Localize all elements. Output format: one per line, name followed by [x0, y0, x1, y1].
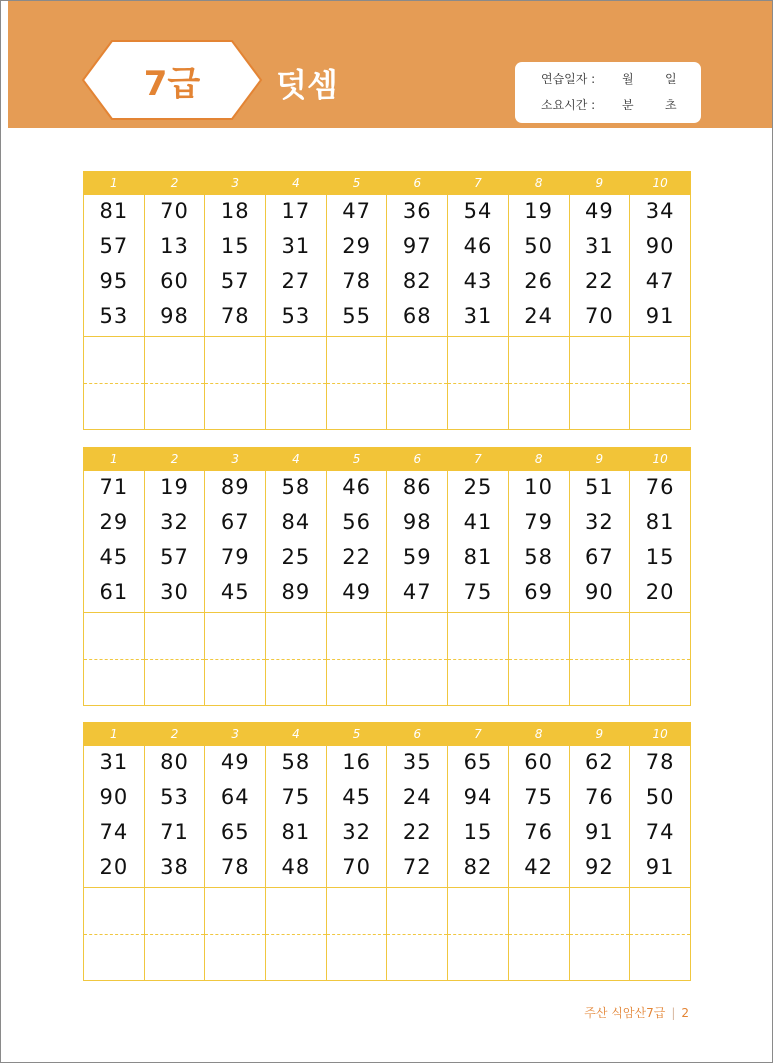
addend: 56 [342, 510, 371, 534]
addend: 59 [402, 545, 432, 569]
problem-number: 10 [630, 723, 691, 746]
addend: 22 [342, 545, 371, 569]
addend: 13 [160, 234, 189, 258]
dashed-divider [266, 934, 326, 935]
answer-cell[interactable] [144, 613, 205, 706]
addend: 75 [463, 580, 493, 604]
answer-cell[interactable] [205, 888, 266, 981]
dashed-divider [448, 934, 508, 935]
addend: 58 [281, 475, 311, 499]
addend: 70 [584, 304, 614, 328]
addend: 79 [220, 545, 250, 569]
answer-cell[interactable] [266, 613, 327, 706]
dashed-divider [630, 659, 690, 660]
problem-number: 6 [387, 448, 448, 471]
header-banner [8, 0, 773, 128]
elapsed-time-label: 소요시간 : [541, 98, 596, 112]
addend: 16 [342, 750, 371, 774]
addend: 91 [645, 855, 675, 879]
problem-column [144, 471, 205, 613]
problem-column [387, 746, 448, 888]
addend: 79 [524, 510, 554, 534]
addend: 67 [220, 510, 250, 534]
answer-cell[interactable] [84, 888, 145, 981]
problem-column [266, 746, 327, 888]
addend: 47 [342, 199, 371, 223]
addend: 89 [281, 580, 311, 604]
dashed-divider [205, 659, 265, 660]
addend: 24 [402, 785, 432, 809]
addend: 10 [524, 475, 554, 499]
addend: 26 [524, 269, 554, 293]
addend: 50 [645, 785, 675, 809]
problem-column [569, 195, 630, 337]
practice-info-box [515, 62, 701, 123]
addend: 45 [342, 785, 371, 809]
addend: 78 [342, 269, 371, 293]
dashed-divider [327, 383, 387, 384]
problem-number: 2 [144, 172, 205, 195]
problem-number: 2 [144, 723, 205, 746]
grid-header-row [84, 448, 691, 471]
problem-column [448, 195, 509, 337]
book-title: 주산 식암산7급 [584, 1006, 666, 1020]
problem-number: 5 [326, 723, 387, 746]
problem-column [266, 195, 327, 337]
problem-number: 7 [448, 448, 509, 471]
month-unit: 월 [622, 72, 634, 86]
addend: 58 [524, 545, 554, 569]
addend: 60 [524, 750, 554, 774]
dashed-divider [570, 659, 630, 660]
addend: 76 [584, 785, 614, 809]
problem-number: 4 [266, 723, 327, 746]
addend: 58 [281, 750, 311, 774]
addend: 48 [281, 855, 311, 879]
dashed-divider [570, 383, 630, 384]
addend: 18 [220, 199, 250, 223]
answer-cell[interactable] [448, 337, 509, 430]
addend: 57 [99, 234, 129, 258]
addend: 45 [220, 580, 250, 604]
dashed-divider [448, 659, 508, 660]
addend: 69 [524, 580, 554, 604]
addend: 81 [463, 545, 493, 569]
problem-number: 1 [84, 448, 145, 471]
problem-column [326, 195, 387, 337]
dashed-divider [84, 934, 144, 935]
dashed-divider [387, 934, 447, 935]
addend: 31 [584, 234, 614, 258]
addend: 34 [645, 199, 675, 223]
problem-number: 3 [205, 723, 266, 746]
answer-cell[interactable] [387, 613, 448, 706]
answer-cell[interactable] [84, 613, 145, 706]
addend: 81 [281, 820, 311, 844]
addend: 29 [342, 234, 371, 258]
problem-column [387, 195, 448, 337]
addend: 98 [160, 304, 189, 328]
practice-date-label: 연습일자 : [541, 72, 596, 86]
addend: 32 [160, 510, 189, 534]
addend: 29 [99, 510, 129, 534]
addend: 62 [584, 750, 614, 774]
addend: 19 [524, 199, 554, 223]
addend: 32 [584, 510, 614, 534]
problem-column [144, 746, 205, 888]
dashed-divider [327, 934, 387, 935]
answer-cell[interactable] [144, 337, 205, 430]
problem-number: 5 [326, 448, 387, 471]
problem-number: 3 [205, 172, 266, 195]
problem-column [144, 195, 205, 337]
problem-column [569, 471, 630, 613]
addend: 20 [99, 855, 129, 879]
addend: 90 [99, 785, 129, 809]
problem-number: 4 [266, 172, 327, 195]
answer-cell[interactable] [266, 888, 327, 981]
addend: 80 [160, 750, 189, 774]
addend: 91 [584, 820, 614, 844]
addend: 78 [220, 304, 250, 328]
problem-column [84, 471, 145, 613]
addend: 51 [584, 475, 614, 499]
problem-column [205, 195, 266, 337]
addend: 15 [463, 820, 493, 844]
addend: 86 [402, 475, 432, 499]
problem-number: 1 [84, 172, 145, 195]
addend: 70 [160, 199, 189, 223]
day-unit: 일 [665, 72, 677, 86]
answer-cell[interactable] [630, 613, 691, 706]
addend: 50 [524, 234, 554, 258]
answer-row [84, 337, 691, 430]
problem-number: 8 [508, 172, 569, 195]
addend: 65 [463, 750, 493, 774]
addend: 84 [281, 510, 311, 534]
practice-date-row [515, 70, 701, 90]
answer-cell[interactable] [266, 337, 327, 430]
addend: 27 [281, 269, 311, 293]
addend: 46 [342, 475, 371, 499]
dashed-divider [509, 383, 569, 384]
addend: 60 [160, 269, 189, 293]
problem-number: 8 [508, 723, 569, 746]
addend: 72 [402, 855, 432, 879]
addend: 54 [463, 199, 493, 223]
problem-column [630, 471, 691, 613]
answer-cell[interactable] [326, 613, 387, 706]
addend: 53 [281, 304, 311, 328]
answer-cell[interactable] [569, 337, 630, 430]
addend: 74 [99, 820, 129, 844]
addend: 65 [220, 820, 250, 844]
addend: 31 [463, 304, 493, 328]
addend-row [84, 195, 691, 337]
addend: 15 [220, 234, 250, 258]
addend: 64 [220, 785, 250, 809]
addend: 89 [220, 475, 250, 499]
answer-cell[interactable] [508, 337, 569, 430]
grid-header-row [84, 723, 691, 746]
problem-number: 9 [569, 172, 630, 195]
addend: 31 [281, 234, 311, 258]
addend: 46 [463, 234, 493, 258]
answer-cell[interactable] [205, 613, 266, 706]
dashed-divider [266, 659, 326, 660]
addend: 15 [645, 545, 675, 569]
footer [584, 1004, 689, 1021]
addend: 75 [524, 785, 554, 809]
answer-cell[interactable] [205, 337, 266, 430]
addend: 90 [584, 580, 614, 604]
addend: 76 [645, 475, 675, 499]
answer-cell[interactable] [326, 337, 387, 430]
answer-cell[interactable] [387, 337, 448, 430]
addend: 17 [281, 199, 311, 223]
answer-cell[interactable] [84, 337, 145, 430]
problem-column [630, 195, 691, 337]
problem-number: 3 [205, 448, 266, 471]
problem-column [448, 746, 509, 888]
problem-number: 1 [84, 723, 145, 746]
addend: 82 [402, 269, 432, 293]
problem-number: 10 [630, 448, 691, 471]
problem-number: 6 [387, 723, 448, 746]
dashed-divider [448, 383, 508, 384]
problem-column [508, 471, 569, 613]
addend: 74 [645, 820, 675, 844]
minute-unit: 분 [622, 98, 634, 112]
problem-column [630, 746, 691, 888]
addend-row [84, 746, 691, 888]
dashed-divider [630, 934, 690, 935]
answer-cell[interactable] [144, 888, 205, 981]
problem-column [569, 746, 630, 888]
grid-header-row [84, 172, 691, 195]
addend: 47 [645, 269, 675, 293]
addend: 95 [99, 269, 129, 293]
addend: 35 [402, 750, 432, 774]
dashed-divider [84, 659, 144, 660]
problem-number: 10 [630, 172, 691, 195]
dashed-divider [570, 934, 630, 935]
elapsed-time-row [515, 96, 701, 116]
addend: 47 [402, 580, 432, 604]
dashed-divider [387, 659, 447, 660]
addend: 42 [524, 855, 554, 879]
answer-cell[interactable] [630, 337, 691, 430]
addend: 31 [99, 750, 129, 774]
addend: 20 [645, 580, 675, 604]
addend: 98 [402, 510, 432, 534]
answer-cell[interactable] [508, 613, 569, 706]
problem-grid-1 [83, 171, 691, 430]
dashed-divider [145, 383, 205, 384]
dashed-divider [205, 934, 265, 935]
addend: 82 [463, 855, 493, 879]
answer-cell[interactable] [387, 888, 448, 981]
addend: 38 [160, 855, 189, 879]
addend: 49 [342, 580, 371, 604]
addend: 22 [584, 269, 614, 293]
addend: 94 [463, 785, 493, 809]
problem-column [205, 746, 266, 888]
problem-grid-2 [83, 447, 691, 706]
addend: 75 [281, 785, 311, 809]
answer-cell[interactable] [569, 888, 630, 981]
problem-column [266, 471, 327, 613]
page-number: 2 [681, 1006, 689, 1020]
addend: 22 [402, 820, 432, 844]
addend: 70 [342, 855, 371, 879]
problem-column [326, 746, 387, 888]
problem-column [84, 195, 145, 337]
addend: 53 [160, 785, 189, 809]
problem-column [387, 471, 448, 613]
addend: 71 [99, 475, 129, 499]
dashed-divider [509, 934, 569, 935]
dashed-divider [145, 934, 205, 935]
problem-column [448, 471, 509, 613]
answer-cell[interactable] [569, 613, 630, 706]
addend: 55 [342, 304, 371, 328]
addend: 36 [402, 199, 432, 223]
addend: 49 [220, 750, 250, 774]
problem-number: 9 [569, 448, 630, 471]
problem-column [205, 471, 266, 613]
problem-number: 5 [326, 172, 387, 195]
problem-column [84, 746, 145, 888]
addend: 43 [463, 269, 493, 293]
answer-row [84, 888, 691, 981]
problem-number: 7 [448, 172, 509, 195]
problem-column [508, 746, 569, 888]
dashed-divider [84, 383, 144, 384]
problem-number: 8 [508, 448, 569, 471]
addend: 57 [160, 545, 189, 569]
addend: 19 [160, 475, 189, 499]
addend: 32 [342, 820, 371, 844]
addend: 57 [220, 269, 250, 293]
dashed-divider [327, 659, 387, 660]
addend: 78 [645, 750, 675, 774]
addend: 81 [99, 199, 129, 223]
answer-cell[interactable] [326, 888, 387, 981]
problem-number: 4 [266, 448, 327, 471]
addend: 91 [645, 304, 675, 328]
addend: 25 [463, 475, 493, 499]
addend: 49 [584, 199, 614, 223]
answer-cell[interactable] [448, 613, 509, 706]
page-title: 덧셈 [276, 66, 338, 104]
addend: 81 [645, 510, 675, 534]
addend: 30 [160, 580, 189, 604]
problem-number: 6 [387, 172, 448, 195]
dashed-divider [205, 383, 265, 384]
addend: 71 [160, 820, 189, 844]
problem-number: 9 [569, 723, 630, 746]
addend: 25 [281, 545, 311, 569]
answer-cell[interactable] [448, 888, 509, 981]
addend: 53 [99, 304, 129, 328]
dashed-divider [266, 383, 326, 384]
addend: 76 [524, 820, 554, 844]
problem-column [326, 471, 387, 613]
addend: 45 [99, 545, 129, 569]
addend: 78 [220, 855, 250, 879]
addend: 41 [463, 510, 493, 534]
addend: 61 [99, 580, 129, 604]
addend: 92 [584, 855, 614, 879]
addend: 68 [402, 304, 432, 328]
level-badge [80, 38, 264, 122]
addend: 90 [645, 234, 675, 258]
dashed-divider [509, 659, 569, 660]
answer-cell[interactable] [508, 888, 569, 981]
addend: 97 [402, 234, 432, 258]
dashed-divider [630, 383, 690, 384]
answer-row [84, 613, 691, 706]
addend: 24 [524, 304, 554, 328]
addend: 67 [584, 545, 614, 569]
second-unit: 초 [665, 98, 677, 112]
level-label: 7급 [143, 63, 201, 104]
problem-column [508, 195, 569, 337]
problem-grid-3 [83, 722, 691, 981]
problem-number: 7 [448, 723, 509, 746]
addend-row [84, 471, 691, 613]
answer-cell[interactable] [630, 888, 691, 981]
problem-number: 2 [144, 448, 205, 471]
dashed-divider [387, 383, 447, 384]
dashed-divider [145, 659, 205, 660]
footer-separator: | [671, 1006, 676, 1020]
